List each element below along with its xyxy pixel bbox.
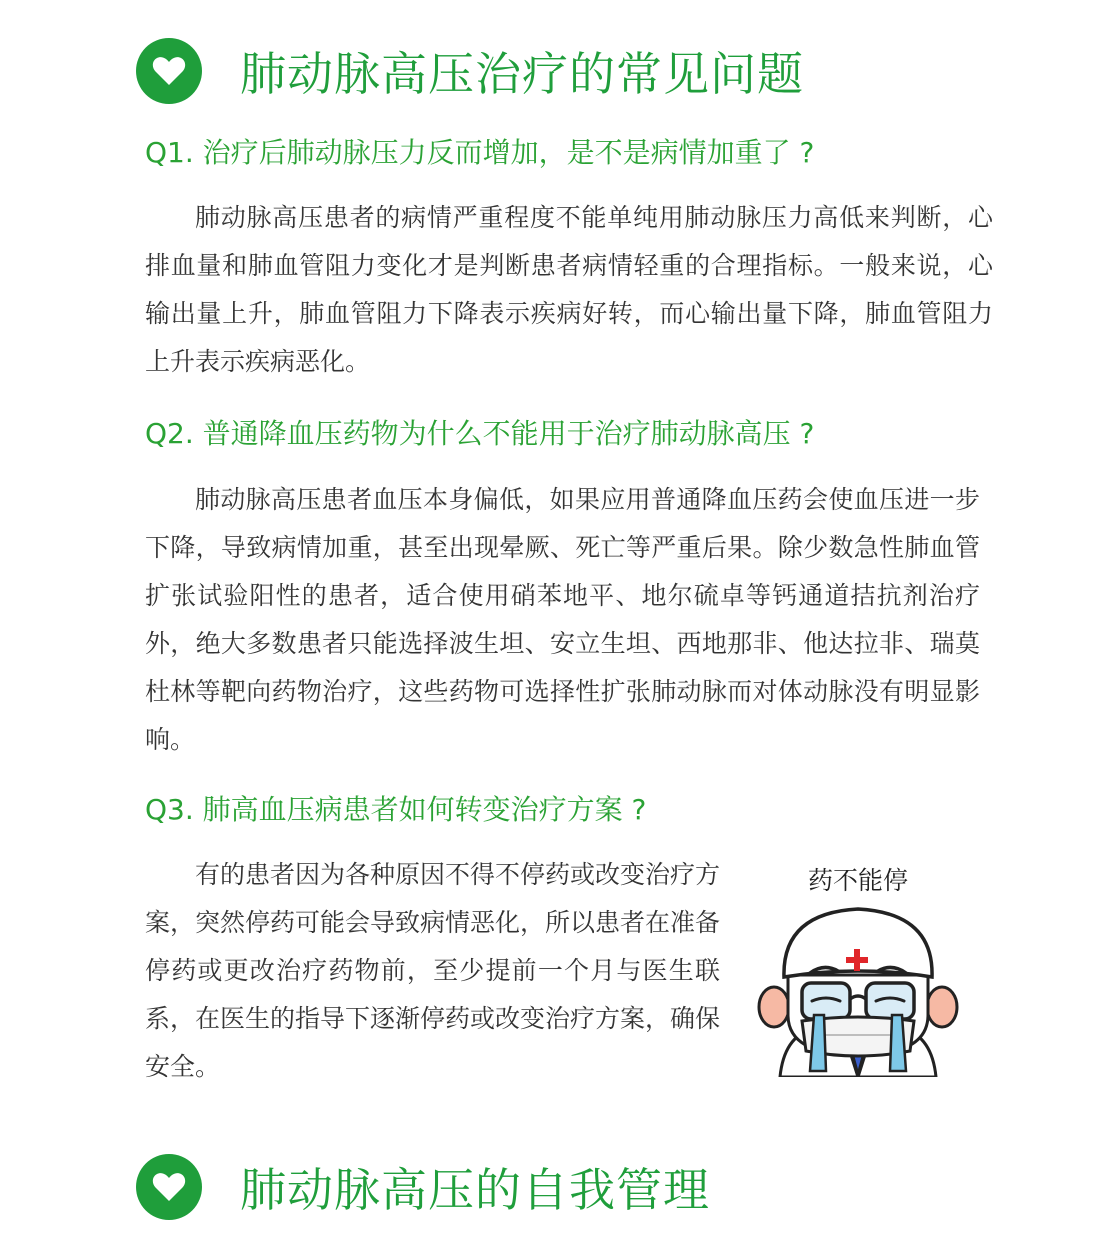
section-header-self-management	[136, 1151, 710, 1223]
faq-question-2: Q2. 普通降血压药物为什么不能用于治疗肺动脉高压 ?	[145, 417, 815, 450]
section-header-treatment-faq	[136, 35, 804, 107]
crying-doctor-illustration	[752, 855, 964, 1077]
section-title: 肺动脉高压治疗的常见问题	[240, 47, 804, 101]
heart-badge	[136, 1154, 202, 1220]
heart-badge	[136, 38, 202, 104]
faq-question-1: Q1. 治疗后肺动脉压力反而增加，是不是病情加重了 ?	[145, 136, 815, 169]
faq-question-3: Q3. 肺高血压病患者如何转变治疗方案 ?	[145, 793, 647, 826]
crying-doctor-icon	[752, 855, 964, 1077]
faq-answer-1: 肺动脉高压患者的病情严重程度不能单纯用肺动脉压力高低来判断，心排血量和肺血管阻力变化才是判断患者病情轻重的合理指标。一般来说，心输出量上升，肺血管阻力下降表示疾病好转，而心输出量下降，肺血管阻力上升表示疾病恶化。	[145, 203, 993, 376]
heart-icon	[152, 56, 186, 86]
illustration-caption: 药不能停	[807, 866, 909, 895]
section-title: 肺动脉高压的自我管理	[240, 1163, 710, 1217]
faq-answer-3: 有的患者因为各种原因不得不停药或改变治疗方案，突然停药可能会导致病情恶化，所以患者在准备停药或更改治疗药物前，至少提前一个月与医生联系，在医生的指导下逐渐停药或改变治疗方案，确保安全。	[145, 860, 721, 1081]
heart-icon	[152, 1172, 186, 1202]
faq-answer-2: 肺动脉高压患者血压本身偏低，如果应用普通降血压药会使血压进一步下降，导致病情加重，甚至出现晕厥、死亡等严重后果。除少数急性肺血管扩张试验阳性的患者，适合使用硝苯地平、地尔硫卓等钙通道拮抗剂治疗外，绝大多数患者只能选择波生坦、安立生坦、西地那非、他达拉非、瑞莫杜林等靶向药物治疗，这些药物可选择性扩张肺动脉而对体动脉没有明显影响。	[145, 485, 980, 754]
